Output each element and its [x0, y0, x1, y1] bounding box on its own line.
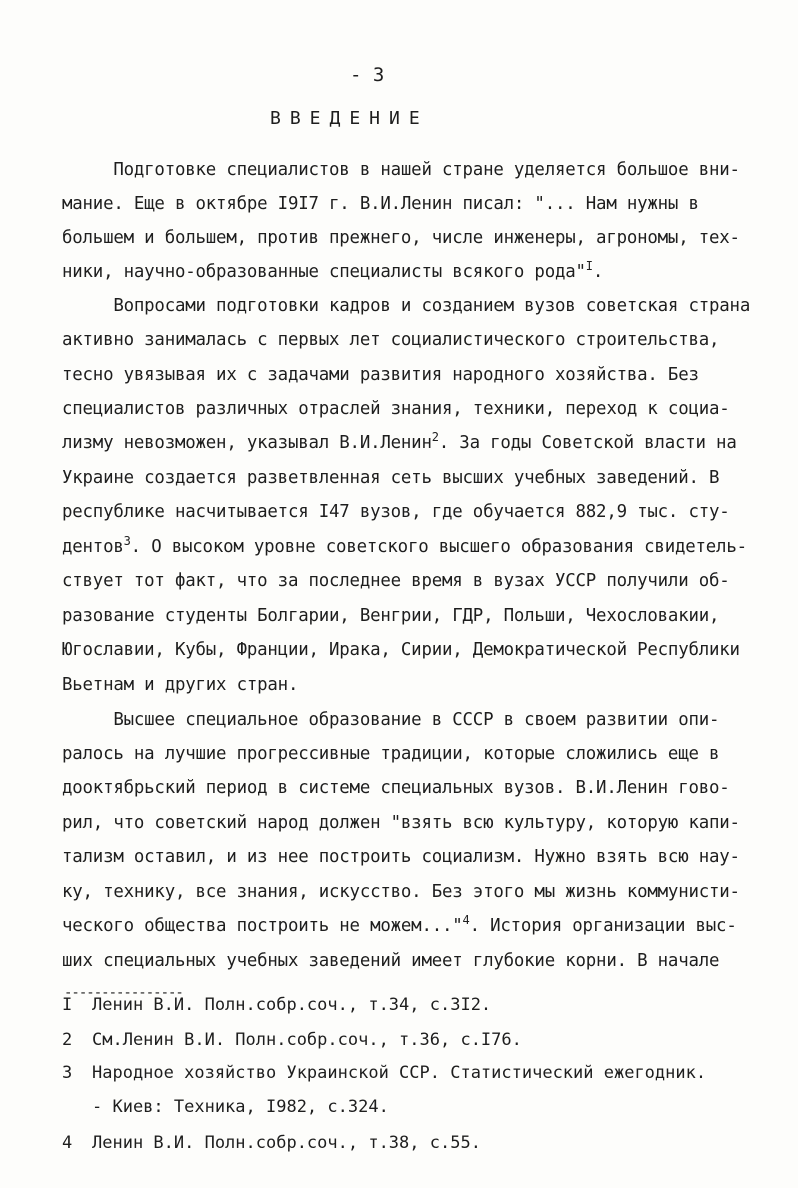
- text-line: дооктябрьский период в системе специальных вузов. В.И.Ленин гово-: [62, 778, 730, 798]
- footnote: [62, 1063, 706, 1083]
- footnote-mark: I: [62, 995, 73, 1015]
- text-line: лизму невозможен, указывал В.И.Ленин$^2$. За годы Советской власти на: [62, 430, 737, 453]
- text-line: Вьетнам и других стран.: [62, 675, 299, 695]
- text-line: ствует тот факт, что за последнее время в вузах УССР получили об-: [62, 571, 730, 591]
- text-line: ралось на лучшие прогрессивные традиции, которые сложились еще в: [62, 744, 720, 764]
- text-line: тализм оставил, и из нее построить социализм. Нужно взять всю нау-: [62, 847, 740, 867]
- footnote-mark: 4: [62, 1133, 73, 1153]
- footnote-text: - Киев: Техника, I982, с.324.: [92, 1097, 389, 1117]
- footnote-separator: ----------------: [64, 985, 183, 1001]
- text-line: Высшее специальное образование в СССР в своем развитии опи-: [62, 710, 720, 730]
- footnote: [62, 1133, 481, 1153]
- footnote-mark: 3: [62, 1063, 73, 1083]
- text-line: мание. Еще в октябре I9I7 г. В.И.Ленин писал: "... Нам нужны в: [62, 194, 699, 214]
- text-line: Украине создается разветвленная сеть высших учебных заведений. В: [62, 468, 720, 488]
- text-line: Вопросами подготовки кадров и созданием вузов советская страна: [62, 296, 751, 316]
- text-line: ших специальных учебных заведений имеет глубокие корни. В начале: [62, 951, 720, 971]
- text-line: большем и большем, против прежнего, числе инженеры, агрономы, тех-: [62, 228, 740, 248]
- text-line: ники, научно-образованные специалисты всякого рода"$^I$.: [62, 259, 604, 282]
- text-line: специалистов различных отраслей знания, техники, переход к социа-: [62, 399, 730, 419]
- text-line: ческого общества построить не можем..."$^4$. История организации выс-: [62, 913, 737, 936]
- text-line: республике насчитывается I47 вузов, где обучается 882,9 тыс. сту-: [62, 502, 730, 522]
- text-line: рил, что советский народ должен "взять всю культуру, которую капи-: [62, 813, 740, 833]
- text-line: Подготовке специалистов в нашей стране уделяется большое вни-: [62, 160, 740, 180]
- footnote-text: Ленин В.И. Полн.собр.соч., т.38, с.55.: [92, 1133, 481, 1153]
- footnote-text: Народное хозяйство Украинской ССР. Статистический ежегодник.: [92, 1063, 707, 1083]
- text-line: дентов$^3$. О высоком уровне советского высшего образования свидетель-: [62, 534, 747, 557]
- footnote-reference: 4: [462, 913, 470, 927]
- text-line: разование студенты Болгарии, Венгрии, ГДР, Польши, Чехословакии,: [62, 606, 720, 626]
- footnote-reference: 2: [431, 430, 439, 444]
- text-line: ку, технику, все знания, искусство. Без этого мы жизнь коммунисти-: [62, 882, 740, 902]
- footnote: [62, 995, 491, 1015]
- footnote-text: Ленин В.И. Полн.собр.соч., т.34, с.3I2.: [92, 995, 492, 1015]
- footnote-reference: I: [585, 259, 593, 273]
- footnote: [62, 1097, 389, 1117]
- page-title: ВВЕДЕНИЕ: [270, 108, 429, 129]
- footnote-mark: 2: [62, 1030, 73, 1050]
- footnote-text: См.Ленин В.И. Полн.собр.соч., т.36, с.I76.: [92, 1030, 522, 1050]
- page-number: - 3: [350, 64, 385, 86]
- footnote: [62, 1030, 522, 1050]
- text-line: Югославии, Кубы, Франции, Ирака, Сирии, Демократической Республики: [62, 640, 740, 660]
- footnote-reference: 3: [123, 534, 131, 548]
- text-line: тесно увязывая их с задачами развития народного хозяйства. Без: [62, 365, 699, 385]
- text-line: активно занималась с первых лет социалистического строительства,: [62, 330, 720, 350]
